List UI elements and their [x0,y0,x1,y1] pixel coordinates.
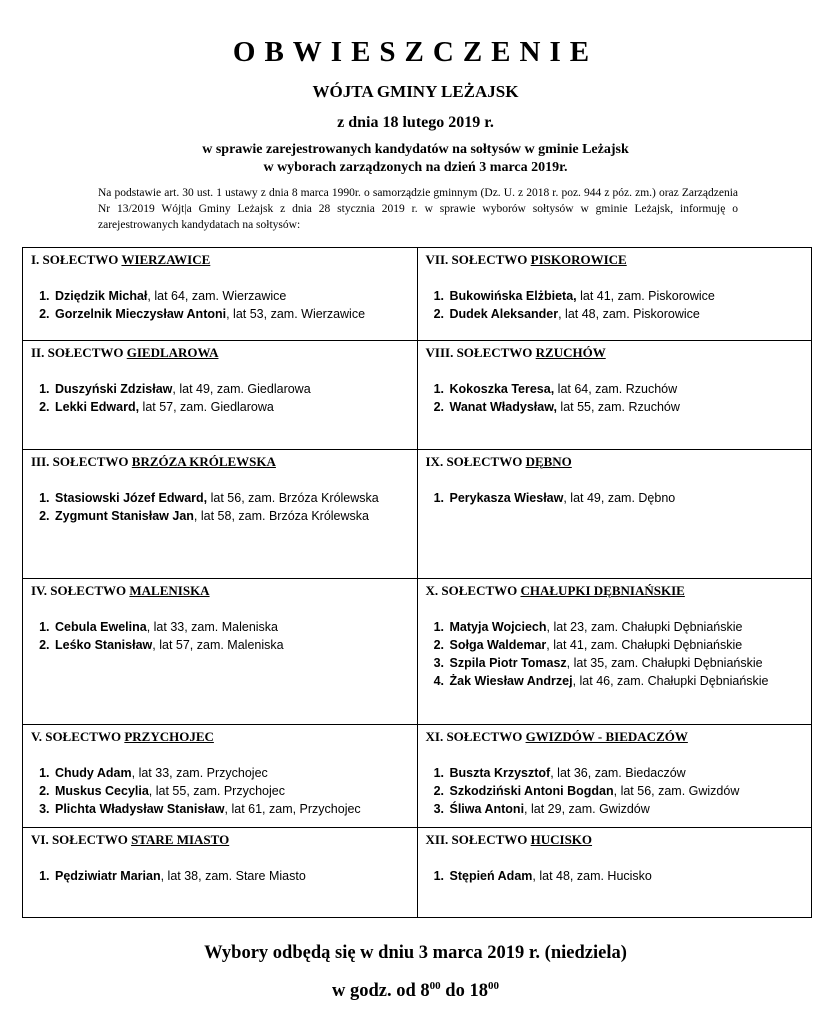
candidate-details: , lat 33, zam. Maleniska [146,620,279,634]
candidate-name: Szpila Piotr Tomasz [449,656,567,670]
candidate-item [448,398,806,416]
candidate-item [53,305,411,323]
candidate-details: , lat 49, zam. Dębno [563,491,676,505]
candidate-item [448,489,806,507]
section-prefix: VIII. SOŁECTWO [425,345,536,360]
candidate-item [53,867,411,885]
candidate-details: , lat 56, zam. Gwizdów [613,784,740,798]
section-prefix: XI. SOŁECTWO [425,729,526,744]
topic-line-2: w wyborach zarządzonych na dzień 3 marca 2019r. [263,160,568,175]
candidate-name: Duszyński Zdzisław [55,382,173,396]
section-title [31,344,411,362]
election-date-footer: Wybory odbędą się w dniu 3 marca 2019 r. (niedziela) [204,943,627,963]
section-village-name: GWIZDÓW - BIEDACZÓW [525,729,688,744]
candidate-details: , lat 48, zam. Piskorowice [558,307,700,321]
candidate-name: Buszta Krzysztof [449,766,551,780]
section-village-name: BRZÓZA KRÓLEWSKA [131,454,276,469]
candidate-name: Sołga Waldemar [449,638,547,652]
section-prefix: VII. SOŁECTWO [425,252,531,267]
candidate-item [448,672,806,690]
candidate-details: , lat 61, zam, Przychojec [224,802,361,816]
section-title [31,453,411,471]
candidate-name: Dudek Aleksander [449,307,559,321]
candidate-details: , lat 55, zam. Przychojec [148,784,285,798]
candidate-name: Stasiowski Józef Edward, [55,491,208,505]
section-village-name: RZUCHÓW [535,345,606,360]
section-prefix: XII. SOŁECTWO [425,832,531,847]
candidate-name: Stępień Adam [449,869,533,883]
candidate-name: Bukowińska Elżbieta, [449,289,577,303]
intro-paragraph: Na podstawie art. 30 ust. 1 ustawy z dnia 8 marca 1990r. o samorządzie gminnym (Dz. U. z 2018 r. poz. 944 z póz. zm.) oraz Zarządzenia Nr 13/2019 Wójt|a Gminy Leżajsk z dnia 28 stycznia 2019 r. w sprawie wyborów sołtysów w gminie Leżajsk, informuję o zarejestrowanych kandydatach na sołtysów: [98,187,738,231]
candidate-item [53,636,411,654]
candidate-name: Plichta Władysław Stanisław [55,802,225,816]
section-cell [417,450,812,579]
section-cell [23,725,418,828]
section-prefix: II. SOŁECTWO [31,345,127,360]
candidate-details: , lat 41, zam. Chałupki Dębniańskie [546,638,743,652]
candidate-details: , lat 33, zam. Przychojec [131,766,268,780]
section-cell [23,579,418,725]
section-village-name: WIERZAWICE [121,252,211,267]
section-village-name: DĘBNO [525,454,572,469]
notice-date: z dnia 18 lutego 2019 r. [337,114,494,131]
candidate-details: lat 64, zam. Rzuchów [554,382,678,396]
candidate-name: Śliwa Antoni [449,802,525,816]
candidate-name: Muskus Cecylia [55,784,149,798]
section-cell [417,725,812,828]
candidate-details: , lat 53, zam. Wierzawice [226,307,366,321]
table-row [23,579,812,725]
candidate-item [448,867,806,885]
candidate-item [53,380,411,398]
section-village-name: PRZYCHOJEC [124,729,214,744]
candidate-list [31,867,411,885]
candidate-details: , lat 48, zam. Hucisko [532,869,652,883]
section-prefix: IV. SOŁECTWO [31,583,130,598]
candidate-details: , lat 36, zam. Biedaczów [550,766,686,780]
candidate-item [53,287,411,305]
candidate-item [53,800,411,818]
notice-title: OBWIESZCZENIE [232,36,599,68]
section-cell [23,450,418,579]
section-title [31,251,411,269]
candidate-details: lat 57, zam. Giedlarowa [139,400,274,414]
section-cell [417,248,812,341]
hours-mid: do 18 [440,981,488,1002]
candidate-details: , lat 57, zam. Maleniska [152,638,284,652]
candidate-details: , lat 29, zam. Gwizdów [524,802,650,816]
section-cell [417,828,812,918]
section-prefix: III. SOŁECTWO [31,454,132,469]
section-village-name: HUCISKO [530,832,593,847]
section-village-name: GIEDLAROWA [126,345,219,360]
candidate-list [31,764,411,818]
section-title [426,831,806,849]
candidate-name: Cebula Ewelina [55,620,147,634]
candidate-name: Dziędzik Michał [55,289,148,303]
candidate-name: Perykasza Wiesław [449,491,564,505]
candidate-list [31,287,411,323]
candidate-details: lat 41, zam. Piskorowice [576,289,715,303]
candidate-list [426,489,806,507]
candidate-name: Szkodziński Antoni Bogdan [449,784,614,798]
table-row [23,828,812,918]
candidate-details: lat 56, zam. Brzóza Królewska [207,491,379,505]
candidate-list [426,380,806,416]
section-cell [23,248,418,341]
notice-topic [0,141,831,177]
table-row [23,725,812,828]
section-title [426,251,806,269]
section-prefix: X. SOŁECTWO [425,583,521,598]
candidate-details: , lat 35, zam. Chałupki Dębniańskie [566,656,763,670]
candidate-item [448,782,806,800]
candidate-details: , lat 38, zam. Stare Miasto [160,869,306,883]
election-hours-footer [0,980,831,1002]
hours-end-sup: 00 [487,980,499,992]
section-prefix: I. SOŁECTWO [31,252,122,267]
topic-line-1: w sprawie zarejestrowanych kandydatów na sołtysów w gminie Leżajsk [202,142,629,157]
candidate-name: Matyja Wojciech [449,620,547,634]
candidates-table [22,247,812,918]
section-title [426,582,806,600]
candidate-list [31,489,411,525]
candidate-item [448,764,806,782]
candidate-item [53,618,411,636]
notice-subtitle: WÓJTA GMINY LEŻAJSK [312,82,519,101]
section-prefix: IX. SOŁECTWO [425,454,526,469]
section-title [426,728,806,746]
candidate-details: , lat 46, zam. Chałupki Dębniańskie [572,674,769,688]
candidate-item [448,305,806,323]
hours-start-sup: 00 [429,980,441,992]
section-village-name: CHAŁUPKI DĘBNIAŃSKIE [520,583,685,598]
candidate-item [448,287,806,305]
candidate-details: , lat 49, zam. Giedlarowa [172,382,311,396]
candidate-item [448,636,806,654]
table-row [23,248,812,341]
section-title [426,453,806,471]
candidate-item [448,380,806,398]
candidate-name: Kokoszka Teresa, [449,382,555,396]
hours-prefix: w godz. od 8 [332,981,430,1002]
section-title [31,831,411,849]
candidate-item [448,654,806,672]
candidate-name: Wanat Władysław, [449,400,557,414]
candidate-name: Żak Wiesław Andrzej [449,674,573,688]
candidate-details: , lat 23, zam. Chałupki Dębniańskie [546,620,743,634]
candidate-name: Leśko Stanisław [55,638,153,652]
section-village-name: STARE MIASTO [131,832,230,847]
section-cell [23,828,418,918]
candidate-list [426,287,806,323]
candidate-name: Zygmunt Stanisław Jan [55,509,194,523]
table-row [23,450,812,579]
candidate-item [53,398,411,416]
candidate-name: Lekki Edward, [55,400,140,414]
section-title [426,344,806,362]
candidate-list [31,380,411,416]
section-prefix: V. SOŁECTWO [31,729,125,744]
section-prefix: VI. SOŁECTWO [31,832,132,847]
candidate-list [31,618,411,654]
candidate-item [53,507,411,525]
candidate-item [53,489,411,507]
section-title [31,582,411,600]
candidate-item [448,618,806,636]
candidate-list [426,764,806,818]
candidate-list [426,618,806,690]
section-village-name: MALENISKA [129,583,210,598]
section-cell [417,579,812,725]
candidate-name: Chudy Adam [55,766,132,780]
candidate-details: , lat 58, zam. Brzóza Królewska [193,509,369,523]
candidate-list [426,867,806,885]
candidate-item [53,782,411,800]
section-cell [417,341,812,450]
candidate-details: lat 55, zam. Rzuchów [556,400,680,414]
table-row [23,341,812,450]
candidate-item [53,764,411,782]
candidate-item [448,800,806,818]
candidate-details: , lat 64, zam. Wierzawice [147,289,287,303]
candidate-name: Gorzelnik Mieczysław Antoni [55,307,227,321]
section-village-name: PISKOROWICE [530,252,627,267]
candidate-name: Pędziwiatr Marian [55,869,161,883]
section-cell [23,341,418,450]
section-title [31,728,411,746]
